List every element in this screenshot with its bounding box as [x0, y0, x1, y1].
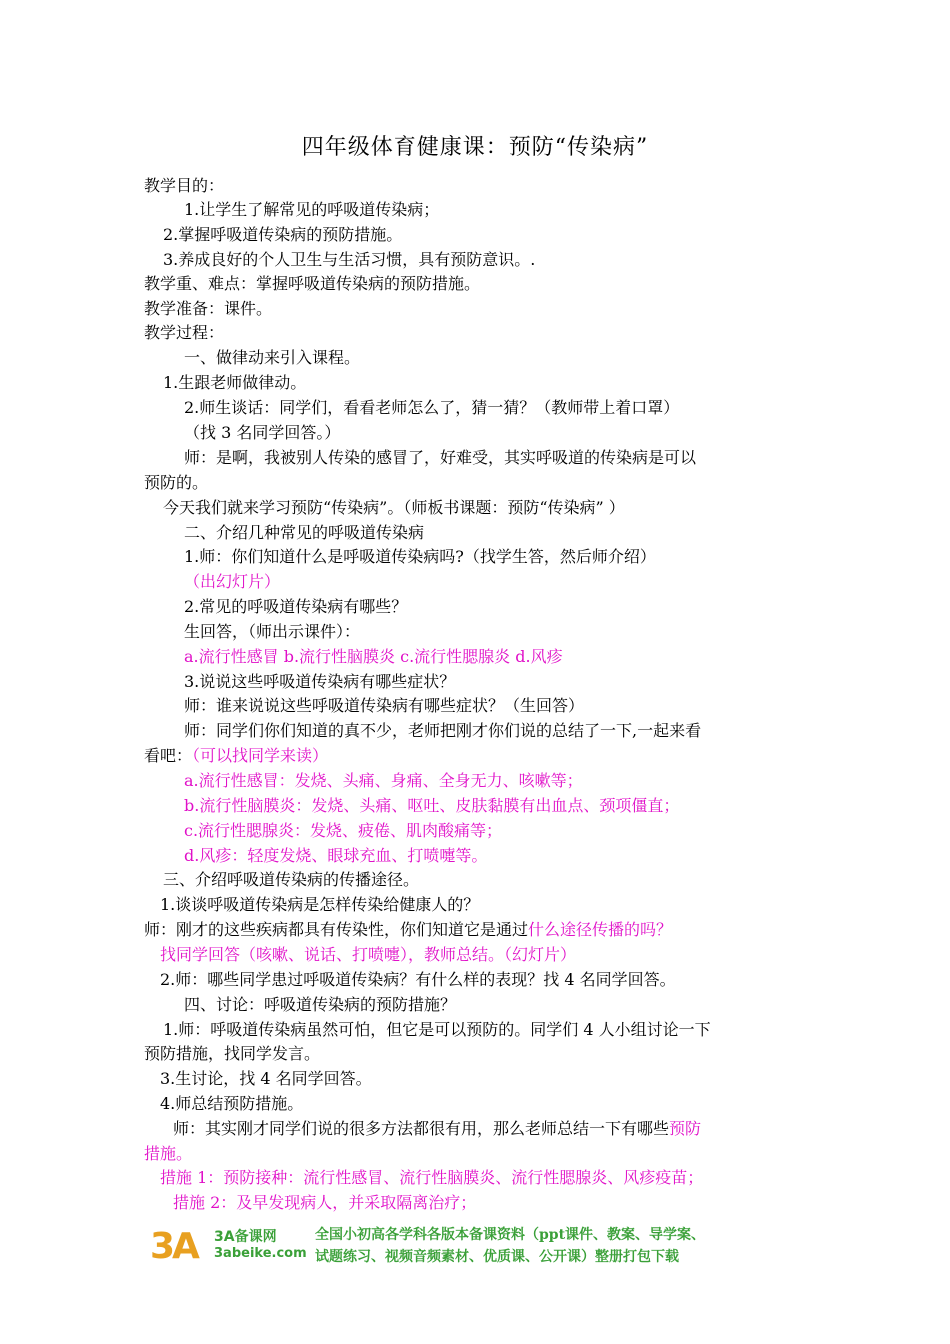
highlight-line: b.流行性脑膜炎：发烧、头痛、呕吐、皮肤黏膜有出血点、颈项僵直；	[184, 796, 680, 815]
highlight-line: c.流行性腮腺炎：发烧、疲倦、肌肉酸痛等；	[184, 821, 503, 840]
highlight-line: d.风疹：轻度发烧、眼球充血、打喷嚏等。	[184, 846, 488, 865]
section-heading: 教学目的：	[144, 176, 225, 195]
highlight-line: （出幻灯片）	[184, 572, 281, 591]
ad-text-line: 全国小初高各学科各版本备课资料（ppt课件、教案、导学案、	[315, 1227, 706, 1243]
document-title: 四年级体育健康课：预防“传染病”	[301, 135, 649, 160]
text-line: 预防措施，找同学发言。	[144, 1044, 321, 1063]
highlight-line: 找同学回答（咳嗽、说话、打喷嚏），教师总结。（幻灯片）	[160, 945, 577, 964]
text-line: 三、介绍呼吸道传染病的传播途径。	[163, 870, 420, 889]
text-line: 1.让学生了解常见的呼吸道传染病；	[184, 200, 440, 219]
text-line: 师：是啊，我被别人传染的感冒了，好难受，其实呼吸道的传染病是可以	[184, 448, 697, 467]
text-line	[144, 745, 328, 767]
text-line	[173, 1118, 701, 1140]
highlight-line: 措施 1：预防接种：流行性感冒、流行性脑膜炎、流行性腮腺炎、风疹疫苗；	[160, 1168, 704, 1187]
text-segment: 看吧：	[144, 746, 193, 765]
highlight-segment: 什么途径传播的吗？	[528, 920, 673, 939]
footer-banner[interactable]	[150, 1222, 810, 1272]
text-line	[144, 919, 672, 941]
text-segment: 师：刚才的这些疾病都具有传染性，你们知道它是通过	[144, 920, 529, 939]
text-segment: 师：其实刚才同学们说的很多方法都很有用，那么老师总结一下有哪些	[173, 1119, 670, 1138]
logo-mark-text: 3A	[150, 1226, 197, 1267]
logo-url: 3abeike.com	[214, 1246, 307, 1261]
logo-mark	[150, 1226, 197, 1267]
section-heading: 教学过程：	[144, 323, 225, 342]
text-line: 一、做律动来引入课程。	[184, 348, 361, 367]
highlight-segment: 预防	[669, 1119, 702, 1138]
text-line: （找 3 名同学回答。）	[184, 423, 341, 442]
logo-name: 3A备课网	[214, 1229, 277, 1245]
text-line: 生回答，（师出示课件）：	[184, 622, 361, 641]
text-line: 1.生跟老师做律动。	[163, 373, 307, 392]
text-line: 1.谈谈呼吸道传染病是怎样传染给健康人的？	[160, 895, 480, 914]
highlight-line: 措施 2：及早发现病人，并采取隔离治疗；	[173, 1193, 477, 1212]
text-line: 师：谁来说说这些呼吸道传染病有哪些症状？（生回答）	[184, 696, 585, 715]
ad-text-line: 试题练习、视频音频素材、优质课、公开课）整册打包下载	[315, 1249, 679, 1265]
text-line: 四、讨论：呼吸道传染病的预防措施？	[184, 995, 457, 1014]
text-line: 2.掌握呼吸道传染病的预防措施。	[163, 225, 403, 244]
text-line: 教学重、难点：掌握呼吸道传染病的预防措施。	[144, 274, 481, 293]
text-line: 教学准备：课件。	[144, 299, 273, 318]
text-line: 3.说说这些呼吸道传染病有哪些症状？	[184, 672, 456, 691]
text-line: 2.常见的呼吸道传染病有哪些？	[184, 597, 408, 616]
text-line: 预防的。	[144, 473, 209, 492]
text-line: 1.师：呼吸道传染病虽然可怕，但它是可以预防的。同学们 4 人小组讨论一下	[163, 1020, 711, 1039]
text-line: 今天我们就来学习预防“传染病”。（师板书课题：预防“传染病” ）	[163, 498, 625, 517]
text-line: 2.师生谈话：同学们，看看老师怎么了，猜一猜？（教师带上着口罩）	[184, 398, 680, 417]
highlight-line: a.流行性感冒：发烧、头痛、身痛、全身无力、咳嗽等；	[184, 771, 583, 790]
text-line: 师：同学们你们知道的真不少，老师把刚才你们说的总结了一下,一起来看	[184, 721, 702, 740]
highlight-line: a.流行性感冒 b.流行性脑膜炎 c.流行性腮腺炎 d.风疹	[184, 647, 563, 666]
text-line: 3.养成良好的个人卫生与生活习惯，具有预防意识。.	[163, 250, 536, 269]
text-line: 2.师：哪些同学患过呼吸道传染病？有什么样的表现？找 4 名同学回答。	[160, 970, 676, 989]
text-line: 3.生讨论，找 4 名同学回答。	[160, 1069, 372, 1088]
text-line: 4.师总结预防措施。	[160, 1094, 304, 1113]
text-line: 二、介绍几种常见的呼吸道传染病	[184, 523, 425, 542]
highlight-line: 措施。	[144, 1144, 193, 1163]
text-line: 1.师：你们知道什么是呼吸道传染病吗?（找学生答，然后师介绍）	[184, 547, 656, 566]
highlight-segment: （可以找同学来读）	[192, 746, 329, 765]
